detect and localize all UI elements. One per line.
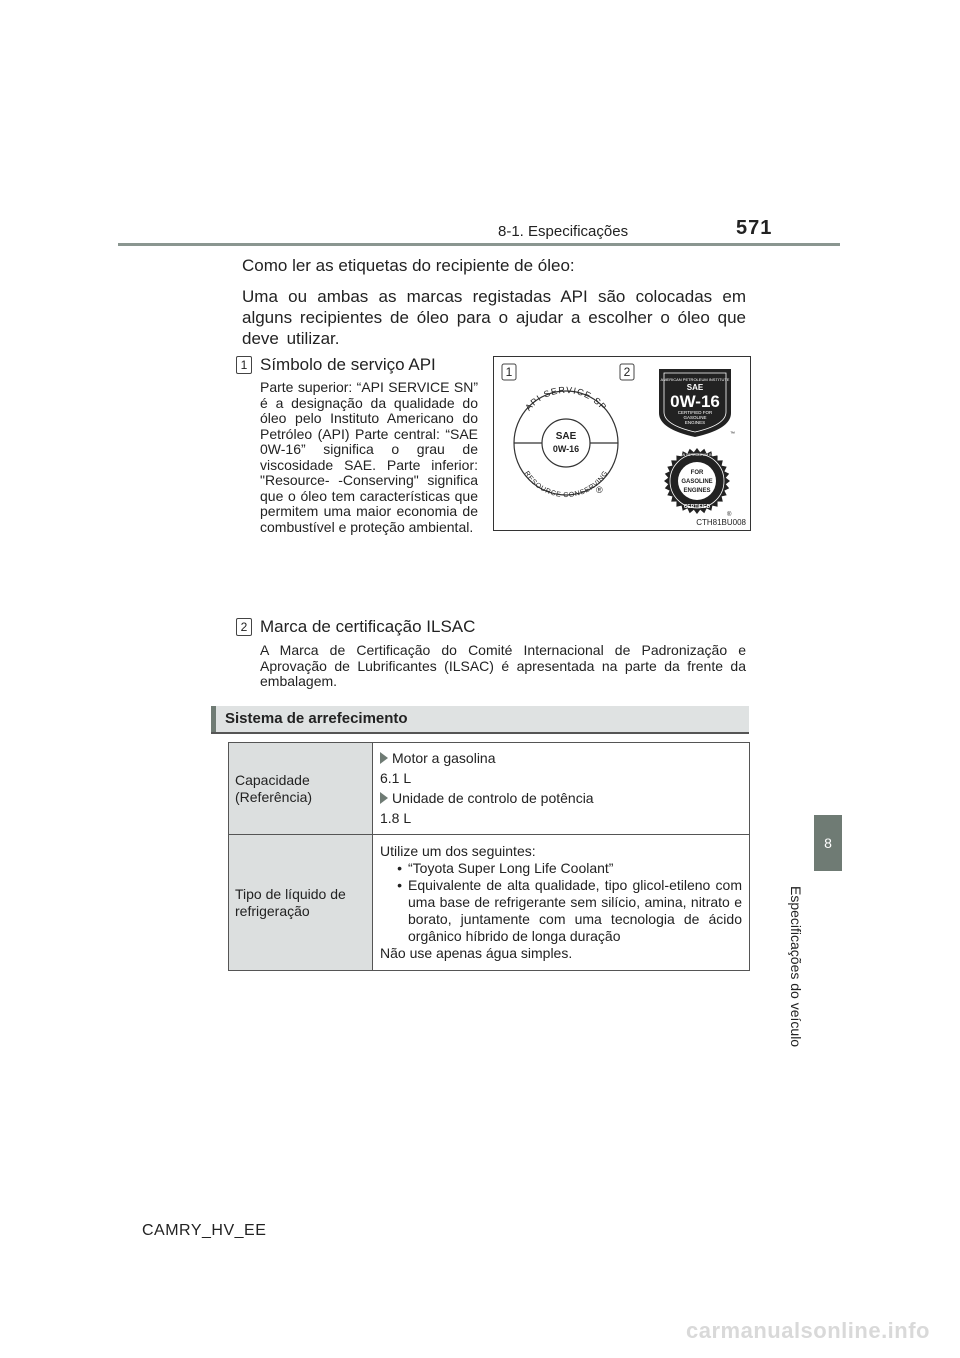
shield-grade: 0W-16 <box>670 392 720 411</box>
intro-heading: Como ler as etiquetas do recipiente de óleo: <box>242 256 575 275</box>
table-row <box>229 743 750 835</box>
api-certified-shield <box>659 369 735 437</box>
item-2-number-badge: 2 <box>236 618 252 636</box>
watermark: carmanualsonline.info <box>686 1318 930 1343</box>
triangle-bullet-icon <box>380 792 388 804</box>
coolant-bullet-1: • “Toyota Super Long Life Coolant” <box>397 860 614 876</box>
starburst-text-1: FOR <box>690 470 704 476</box>
capacity-gas-heading <box>380 750 742 767</box>
donut-center-2: 0W-16 <box>552 444 580 454</box>
starburst-bottom-text: CERTIFIED <box>683 504 711 510</box>
coolant-intro: Utilize um dos seguintes: <box>380 843 536 859</box>
capacity-value-cell <box>373 743 750 835</box>
oil-label-illustration <box>494 357 750 530</box>
capacity-label: Capacidade (Referência) <box>229 743 373 835</box>
api-service-donut <box>514 385 618 499</box>
cooling-spec-table <box>228 742 750 971</box>
capacity-gas-value: 6.1 L <box>380 770 412 786</box>
shield-sae: SAE <box>686 383 704 392</box>
section-rule <box>211 732 749 734</box>
item-2-description: A Marca de Certificação do Comité Internacional de Padronização e Aprovação de Lubrificantes (ILSAC) é apresentada na parte da frente da embalagem. <box>260 642 746 689</box>
model-code: CAMRY_HV_EE <box>142 1222 267 1239</box>
shield-cert-1: CERTIFIED FOR <box>677 410 713 415</box>
table-row <box>229 835 750 971</box>
donut-center-1: SAE <box>555 431 577 442</box>
capacity-gas-label: Motor a gasolina <box>392 750 496 766</box>
shield-top-text: AMERICAN PETROLEUM INSTITUTE <box>660 377 730 382</box>
capacity-pcu-heading <box>380 790 742 807</box>
capacity-pcu-value: 1.8 L <box>380 810 412 826</box>
item-1-description: Parte superior: “API SERVICE SN” é a designação da qualidade do óleo pelo Instituto Americano do Petróleo (API) Parte central: “SAE 0W-16” significa o grau de viscosidade SAE. Parte inferior: "Resource- -Conserving" significa que o óleo tem características que permitem uma maior economia de combustível e proteção ambiental. <box>260 379 478 535</box>
donut-bottom-text: RESOURCE CONSERVING <box>522 470 610 500</box>
figure-code: CTH81BU008 <box>696 518 746 527</box>
item-2-title: Marca de certificação ILSAC <box>260 617 476 636</box>
running-header-section: 8-1. Especificações <box>498 223 629 240</box>
starburst-text-2: GASOLINE <box>681 479 713 485</box>
shield-cert-3: ENGINES <box>684 420 706 425</box>
chapter-tab: 8 <box>814 815 842 871</box>
page-number: 571 <box>736 217 773 239</box>
coolant-note: Não use apenas água simples. <box>380 945 573 961</box>
oil-label-figure <box>493 356 751 531</box>
donut-top-text: API SERVICE SP <box>523 384 609 413</box>
starburst-top-text: AMERICAN PETROLEUM INSTITUTE <box>666 453 728 457</box>
section-header <box>211 706 749 732</box>
capacity-pcu-label: Unidade de controlo de potência <box>392 790 594 806</box>
donut-registered: ® <box>596 485 603 495</box>
callout-2: 2 <box>623 365 631 379</box>
triangle-bullet-icon <box>380 752 388 764</box>
coolant-label: Tipo de líquido de refrigeração <box>229 835 373 971</box>
coolant-value-cell <box>373 835 750 971</box>
section-title: Sistema de arrefecimento <box>225 710 408 727</box>
header-rule <box>118 243 840 246</box>
callout-1: 1 <box>505 365 513 379</box>
intro-paragraph: Uma ou ambas as marcas registadas API são colocadas em alguns recipientes de óleo para o ajudar a escolher o óleo que deve utilizar. <box>242 287 746 348</box>
starburst-text-3: ENGINES <box>683 488 711 494</box>
item-1-number-badge: 1 <box>236 356 252 374</box>
shield-trademark: ™ <box>730 431 735 437</box>
chapter-title-vertical <box>786 886 806 1056</box>
chapter-title: Especificações do veículo <box>788 886 804 1048</box>
api-certified-starburst <box>664 448 732 518</box>
intro-block <box>242 255 746 358</box>
coolant-bullet-2: • Equivalente de alta qualidade, tipo glicol-etileno com uma base de refrigerante sem silício, amina, nitrato e borato, juntamente com uma tecnologia de ácido orgânico híbrido de longa duração <box>397 877 742 944</box>
starburst-registered: ® <box>727 512 732 518</box>
shield-cert-2: GASOLINE <box>683 415 707 420</box>
section-header-bar <box>211 706 216 732</box>
item-1-title: Símbolo de serviço API <box>260 355 436 374</box>
